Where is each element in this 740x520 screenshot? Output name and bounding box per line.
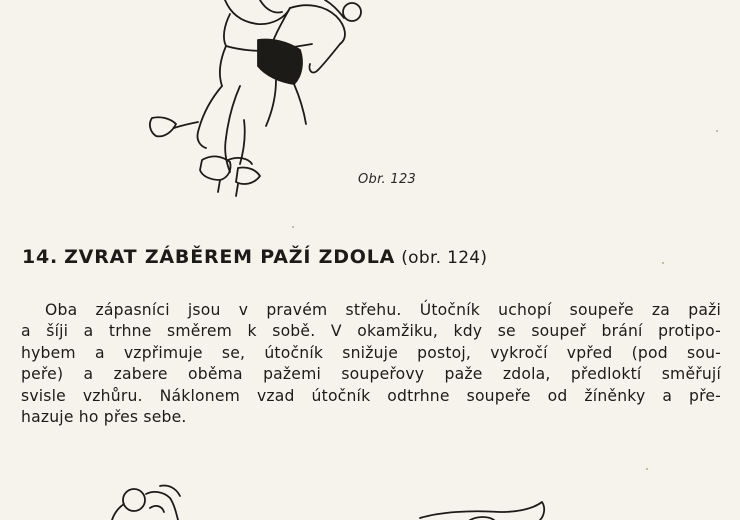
paper-speck bbox=[646, 468, 648, 470]
section-heading bbox=[22, 246, 722, 268]
body-paragraph bbox=[21, 300, 721, 428]
section-title: ZVRAT ZÁBĚREM PAŽÍ ZDOLA bbox=[64, 246, 396, 268]
paragraph-line: Oba zápasníci jsou v pravém střehu. Útočník uchopí soupeře za paži bbox=[45, 301, 721, 319]
wrestlers-illustration-bottom bbox=[0, 478, 740, 520]
section-figure-reference: (obr. 124) bbox=[401, 248, 488, 268]
paragraph-line: svisle vzhůru. Náklonem vzad útočník odtrhne soupeře od žíněnky a pře- bbox=[21, 386, 721, 405]
paragraph-line: peře) a zabere oběma pažemi soupeřovy paže zdola, předloktí směřují bbox=[21, 365, 721, 384]
paragraph-line: hybem a vzpřimuje se, útočník snižuje postoj, vykročí vpřed (pod sou- bbox=[21, 343, 721, 362]
paper-speck bbox=[292, 226, 294, 228]
figure-caption: Obr. 123 bbox=[358, 172, 417, 187]
paragraph-line: a šíji a trhne směrem k sobě. V okamžiku, kdy se soupeř brání protipo- bbox=[21, 322, 721, 341]
section-number: 14. bbox=[22, 246, 59, 268]
paragraph-line: hazuje ho přes sebe. bbox=[21, 408, 187, 427]
wrestlers-illustration-top bbox=[140, 0, 390, 200]
paper-speck bbox=[716, 130, 718, 132]
paper-speck bbox=[662, 262, 664, 264]
